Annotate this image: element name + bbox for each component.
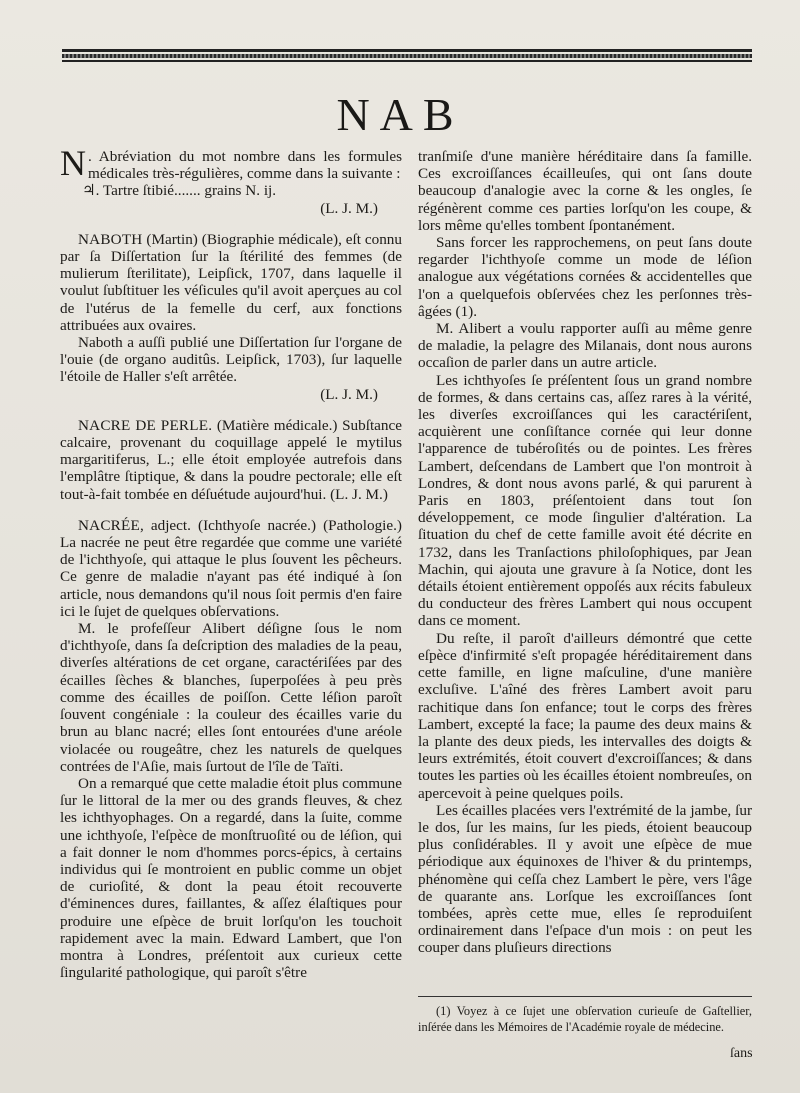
entry-paragraph: M. le profeſſeur Alibert déſigne ſous le nom d'ichthyoſe, dans ſa deſcription des maladies de la peau, diverſes altérations de cet organe, caractériſées par des écailles ſèches & blanches, ſuperpoſées à peu près comme des écailles de poiſſon. Cette léſion paroît ſouvent congéniale : la couleur des écailles varie du brun au blanc nacré; elles ſont entourées d'une aréole violacée ou rougeâtre, chez les naturels de quelques contrées de l'Aſie, mais ſurtout de l'île de Taïti. (60, 620, 402, 775)
footnote-rule (418, 996, 752, 997)
formula: ♃. Tartre ſtibié....... grains N. ij. (82, 182, 277, 200)
entry-naboth (60, 231, 402, 403)
signature: (L. J. M.) (320, 199, 378, 217)
running-head: NAB (336, 89, 464, 140)
entry-paragraph: Naboth a auſſi publié une Diſſertation ſur l'organe de l'ouie (de organo auditûs. Leipſick, 1703), ſur laquelle l'étoile de Haller s'eſt arrêtée. (60, 334, 402, 386)
entry-n-text: . Abréviation du mot nombre dans les formules médicales très-régulières, comme dans la suivante : (88, 148, 402, 183)
entry-n (60, 143, 402, 217)
entry-nacre (60, 417, 402, 503)
top-ornamental-rule (62, 47, 752, 65)
paragraph: M. Alibert a voulu rapporter auſſi au même genre de maladie, la pelagre des Milanais, dont nous aurons occaſion de parler dans un autre article. (418, 320, 752, 372)
entry-text: (Matière médicale.) Subſtance calcaire, provenant du coquillage appelé le mytilus margaritiferus, L.; elle étoit employée autrefois dans l'emplâtre ſtiptique, & dans la poudre pectorale; elle eſt tout-à-fait tombée en déſuétude aujourd'hui. (L. J. M.) (60, 416, 402, 503)
entry-headword: NACRÉE (78, 516, 140, 534)
dropcap: N (60, 143, 86, 183)
entry-nacree (60, 517, 402, 981)
entry-headword: NACRE DE PERLE. (78, 416, 213, 434)
footnote: (1) Voyez à ce ſujet une obſervation curieuſe de Gaſtellier, inſérée dans les Mémoires de l'Académie royale de médecine. (418, 1004, 752, 1034)
entry-headword: NABOTH (78, 230, 143, 248)
catchword: ſans (730, 1046, 753, 1061)
paragraph: Les écailles placées vers l'extrémité de la jambe, ſur le dos, ſur les mains, ſur les pieds, étoient beaucoup plus conſidérables. Il y avoit une eſpèce de mue périodique aux équinoxes de l'hiver & du printemps, phénomène qui ceſſa chez Lambert le père, vers l'âge de quarante ans. Lorſque les excroiſſances ſont tombées, après cette mue, elles ſe reproduiſent ordinairement dans l'eſpace d'un mois : on peut les couper dans pluſieurs directions (418, 801, 752, 957)
entry-text: (Martin) (Biographie médicale), eſt connu par ſa Diſſertation ſur la ſtérilité des femmes (de mulierum ſterilitate), Leipſick, 1707, dans laquelle il voulut ſubſtituer les véſicules qu'il avoit aperçues au col de l'utérus de la femelle du cerf, aux fonctions attribuées aux ovaires. (60, 230, 402, 334)
paragraph: Sans forcer les rapprochemens, on peut ſans doute regarder l'ichthyoſe comme un mode de léſion analogue aux végétations cornées & accidentelles que l'on a quelquefois obſervées chez les perſonnes très-âgées (1). (418, 234, 752, 320)
paragraph: Du reſte, il paroît d'ailleurs démontré que cette eſpèce d'infirmité s'eſt propagée héréditairement dans cette famille, en ligne maſculine, d'une manière excluſive. L'aîné des frères Lambert avoit paru rachitique dans ſon enfance; tout le corps des frères Lambert, excepté la face; la paume des deux mains & la plante des deux pieds, les intervalles des doigts & leurs extrémités, étoit couvert d'excroiſſances; & dans toutes les parties où les écailles étoient nombreuſes, on apercevoit à peine quelques poils. (418, 629, 752, 802)
entry-text: , adject. (Ichthyoſe nacrée.) (Pathologie.) La nacrée ne peut être regardée que comme une variété de l'ichthyoſe, qui attaque le plus ſouvent les pêcheurs. Ce genre de maladie n'ayant pas été indiqué à ſon article, nous demandons qu'il nous ſoit permis d'en faire ici le ſujet de quelques obſervations. (60, 516, 402, 620)
entry-paragraph: On a remarqué que cette maladie étoit plus commune ſur le littoral de la mer ou des grands fleuves, & chez les ichthyophages. On a regardé, dans la ſuite, comme une ichthyoſe, l'eſpèce de monſtruoſité ou de léſion, qui a fait donner le nom d'hommes porcs-épics, à certains individus qui ſe montroient en public comme un objet de curioſité, & dont la peau étoit recouverte d'éminences dures, faillantes, & aſſez élaſtiques pour produire une eſpèce de bruit lorſqu'on les touchoit rapidement avec la main. Edward Lambert, que l'on montra à Londres, préſentoit aux curieux cette ſingularité pathologique, qui paroît s'être (60, 774, 402, 982)
paragraph: Les ichthyoſes ſe préſentent ſous un grand nombre de formes, & dans certains cas, aſſez rares à la vérité, les diverſes excroiſſances qui les caractériſent, acquièrent une conſiſtance cornée qui leur donne l'apparence de tubéroſités ou de pointes. Les frères Lambert, deſcendans de Lambert que l'on montroit à Londres, & dont nous avons parlé, & qui parurent à Paris en 1803, préſentoient dans tout ſon développement, ce mode ſingulier d'altération. La ſituation du chef de cette famille avoit été décrite en 1732, dans les Tranſactions philoſophiques, par Jean Machin, qui ajouta une gravure à ſa Notice, dont les détails étoient entièrement oppoſés aux récits fabuleux du conducteur des frères Lambert qui nous occupent dans ce moment. (418, 371, 752, 630)
right-column (418, 148, 752, 957)
signature: (L. J. M.) (320, 385, 378, 403)
paragraph-continued: tranſmiſe d'une manière héréditaire dans ſa famille. Ces excroiſſances écailleuſes, qui ont ſans doute beaucoup d'analogie avec la corne & les ongles, ſe régénèrent comme ces parties lorſqu'on les coupe, & lors même qu'elles tombent ſpontanément. (418, 148, 752, 234)
left-column (60, 143, 402, 995)
